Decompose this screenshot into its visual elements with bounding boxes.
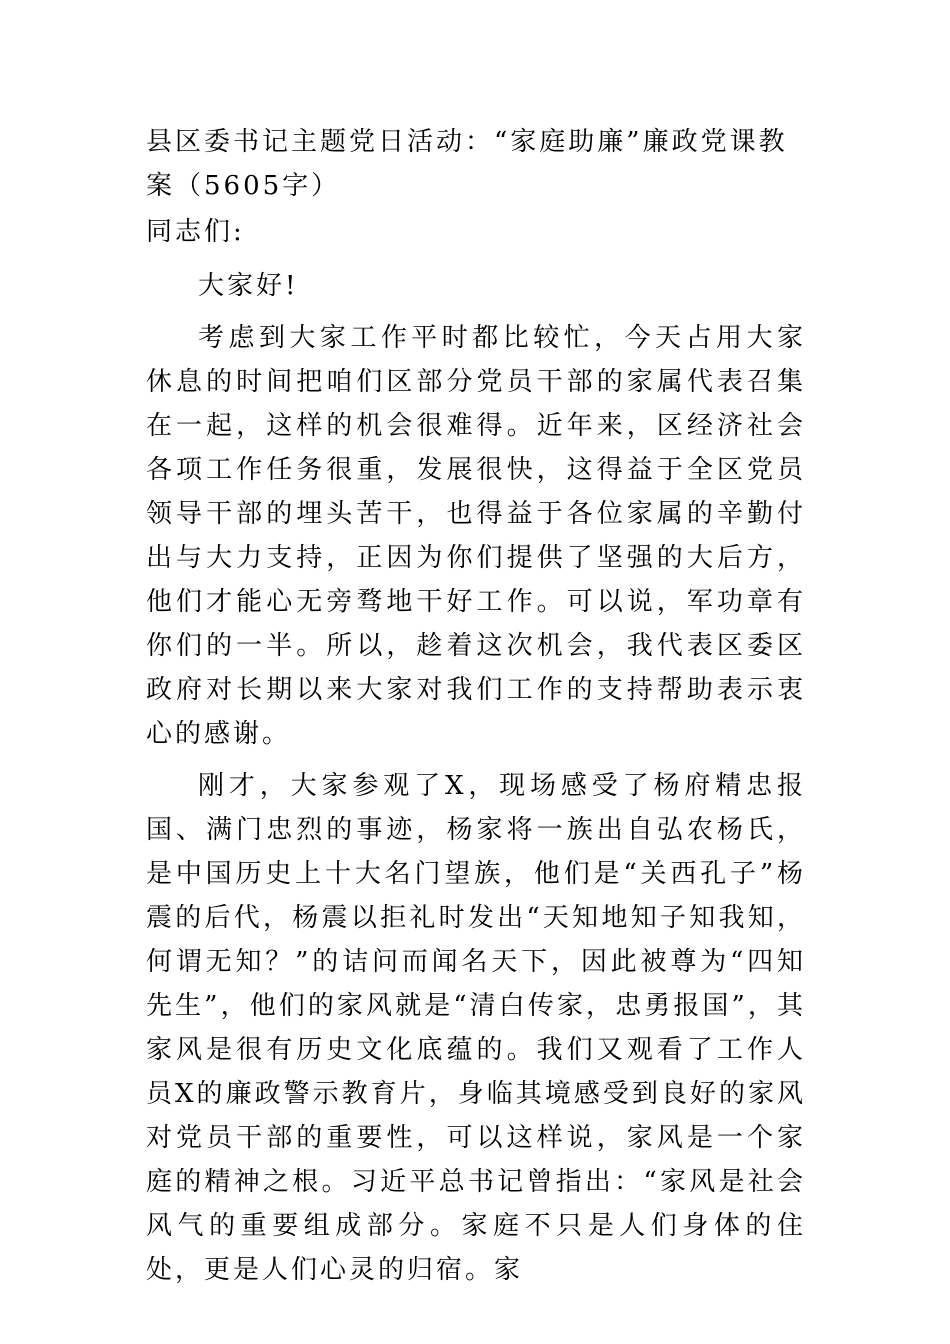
paragraph-thanks: 考虑到大家工作平时都比较忙，今天占用大家休息的时间把咱们区部分党员干部的家属代表召集在一起，这样的机会很难得。近年来，区经济社会各项工作任务很重，发展很快，这得益于全区党员领导干部的埋头苦干，也得益于各位家属的辛勤付出与大力支持，正因为你们提供了坚强的大后方，他们才能心无旁骛地干好工作。可以说，军功章有你们的一半。所以，趁着这次机会，我代表区委区政府对长期以来大家对我们工作的支持帮助表示衷心的感谢。 xyxy=(146,323,806,749)
paragraph-greeting: 大家好! xyxy=(198,271,299,301)
salutation: 同志们: xyxy=(146,217,245,247)
paragraph-family-tradition: 刚才，大家参观了X，现场感受了杨府精忠报国、满门忠烈的事迹，杨家将一族出自弘农杨氏，是中国历史上十大名门望族，他们是“关西孔子”杨震的后代，杨震以拒礼时发出“天知地知子知我知，何谓无知？”的诘问而闻名天下，因此被尊为“四知先生”，他们的家风就是“清白传家，忠勇报国”，其家风是很有历史文化底蕴的。我们又观看了工作人员X的廉政警示教育片，身临其境感受到良好的家风对党员干部的重要性，可以这样说，家风是一个家庭的精神之根。习近平总书记曾指出：“家风是社会风气的重要组成部分。家庭不只是人们身体的住处，更是人们心灵的归宿。家 xyxy=(146,771,806,1285)
document-body xyxy=(146,120,806,1292)
document-title: 县区委书记主题党日活动：“家庭助廉”廉政党课教案（5605字） xyxy=(146,127,788,201)
